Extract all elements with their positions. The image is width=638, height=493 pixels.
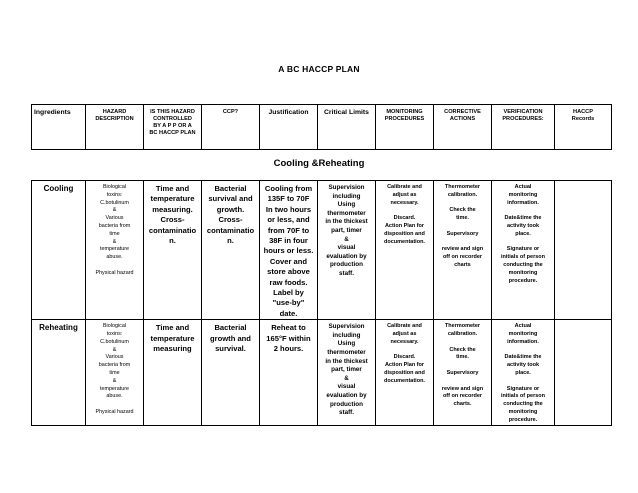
header-justification: Justification	[260, 105, 318, 150]
cell-justification: Cooling from 135F to 70F In two hours or less, and from 70F to 38F in four hours or less. Cover and store above raw foods. Label by "use-by" date.	[260, 181, 318, 320]
cell-ccp: Bacterial growth and survival.	[202, 320, 260, 425]
header-controlled: IS THIS HAZARD CONTROLLED BY A P P OR A BC HACCP PLAN	[144, 105, 202, 150]
cell-monitoring: Calibrate and adjust as necessary. Discard. Action Plan for disposition and documentation.	[376, 320, 434, 425]
cell-ccp: Bacterial survival and growth. Cross- contaminatio n.	[202, 181, 260, 320]
header-monitoring: MONITORING PROCEDURES	[376, 105, 434, 150]
cell-ingredient: Reheating	[32, 320, 86, 425]
cell-controlled: Time and temperature measuring. Cross- contaminatio n.	[144, 181, 202, 320]
cell-critical-limits: Supervision including Using thermometer in the thickest part, timer & visual evaluation by production staff.	[318, 181, 376, 320]
header-corrective-actions: CORRECTIVE ACTIONS	[434, 105, 492, 150]
header-ccp: CCP?	[202, 105, 260, 150]
cell-records	[555, 181, 612, 320]
cell-monitoring: Calibrate and adjust as necessary. Discard. Action Plan for disposition and documentation.	[376, 181, 434, 320]
cell-critical-limits: Supervision including Using thermometer in the thickest part, timer & visual evaluation by production staff.	[318, 320, 376, 425]
header-hazard-description: HAZARD DESCRIPTION	[86, 105, 144, 150]
header-haccp-records: HACCP Records	[555, 105, 612, 150]
cell-ingredient: Cooling	[32, 181, 86, 320]
header-ingredients: Ingredients	[32, 105, 86, 150]
cell-hazard: Biological toxins: C.botulinum & Various bacteria from time & temperature abuse. Physical hazard	[86, 181, 144, 320]
cell-verification: Actual monitoring information. Date&time the activity took place. Signature or initials of person conducting the monitoring procedure.	[492, 181, 555, 320]
cell-records	[555, 320, 612, 425]
plan-table	[31, 180, 612, 426]
header-table	[31, 104, 612, 150]
section-title: Cooling &Reheating	[273, 158, 365, 169]
header-critical-limits: Critical Limits	[318, 105, 376, 150]
cell-corrective: Thermometer calibration. Check the time. Supervisory review and sign off on recorder charts	[434, 181, 492, 320]
header-row	[32, 105, 612, 150]
cell-hazard: Biological toxins: C.botulinum & Various bacteria from time & temperature abuse. Physical hazard	[86, 320, 144, 425]
cell-justification: Reheat to 165°F within 2 hours.	[260, 320, 318, 425]
table-row	[32, 181, 612, 320]
header-verification: VERIFICATION PROCEDURES:	[492, 105, 555, 150]
cell-corrective: Thermometer calibration. Check the time. Supervisory review and sign off on recorder charts.	[434, 320, 492, 425]
table-row	[32, 320, 612, 425]
cell-controlled: Time and temperature measuring	[144, 320, 202, 425]
page-title: A BC HACCP PLAN	[278, 64, 360, 74]
cell-verification: Actual monitoring information. Date&time the activity took place. Signature or initials of person conducting the monitoring procedure.	[492, 320, 555, 425]
